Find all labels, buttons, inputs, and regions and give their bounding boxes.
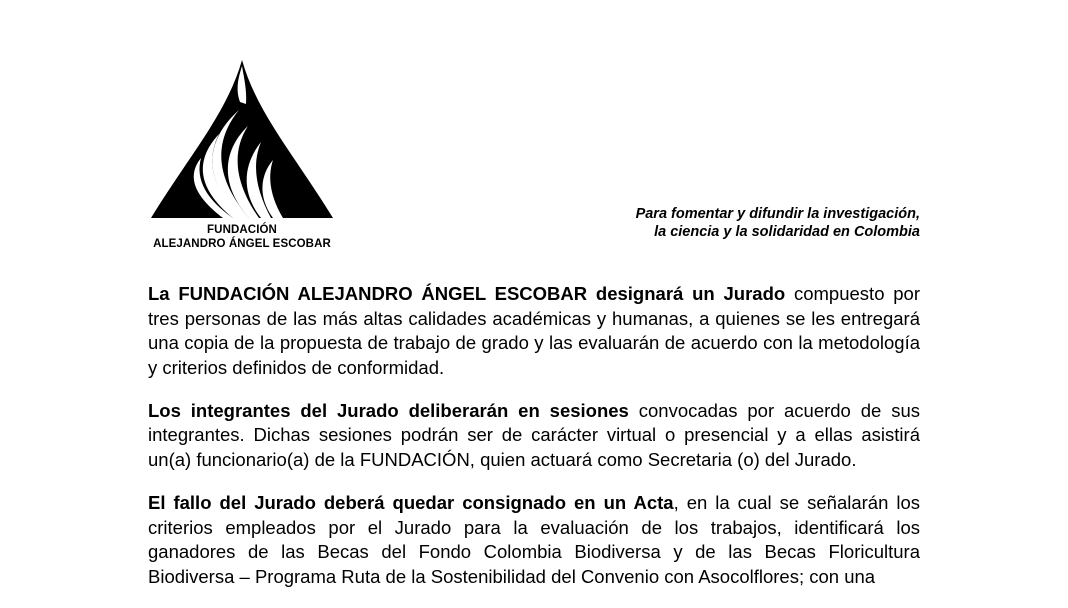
organization-name bbox=[143, 223, 341, 251]
paragraph-text: compuesto por tres personas de las más altas calidades académicas y humanas, a quienes se les entregará una copia de la propuesta de trabajo de grado y las evaluarán de acuerdo con la metodología y criterios definidos de conformidad. bbox=[148, 283, 921, 378]
flame-in-triangle-logo-icon bbox=[149, 58, 335, 220]
header-logo-block bbox=[143, 58, 341, 251]
slogan-line-2: la ciencia y la solidaridad en Colombia bbox=[654, 224, 920, 240]
paragraph-jury-verdict bbox=[148, 491, 920, 589]
paragraph-jury-sessions bbox=[148, 399, 920, 473]
slogan bbox=[636, 205, 920, 241]
paragraph-bold-lead: El fallo del Jurado deberá quedar consignado en un Acta bbox=[148, 492, 674, 514]
paragraph-text: , en la cual se señalarán los criterios empleados por el Jurado para la evaluación de los trabajos, identificará los ganadores de las Becas del Fondo Colombia Biodiversa y de las Becas Floricultura Biodiversa – Programa Ruta de la Sostenibilidad del Convenio con Asocolflores; con una bbox=[148, 492, 921, 587]
paragraph-bold-lead: La FUNDACIÓN ALEJANDRO ÁNGEL ESCOBAR designará un Jurado bbox=[148, 283, 786, 304]
org-name-line-2: ALEJANDRO ÁNGEL ESCOBAR bbox=[153, 238, 331, 250]
paragraph-bold-lead: Los integrantes del Jurado deliberarán en sesiones bbox=[148, 399, 629, 421]
org-name-line-1: FUNDACIÓN bbox=[207, 224, 277, 236]
paragraph-jury-designation bbox=[148, 282, 920, 380]
paragraph-text: convocadas por acuerdo de sus integrantes. Dichas sesiones podrán ser de carácter virtual o presencial y a ellas asistirá un(a) funcionario(a) de la FUNDACIÓN, quien actuará como Secretaria (o) del Jurado. bbox=[148, 399, 920, 471]
slogan-line-1: Para fomentar y difundir la investigación, bbox=[635, 206, 920, 222]
document-body bbox=[148, 282, 920, 608]
